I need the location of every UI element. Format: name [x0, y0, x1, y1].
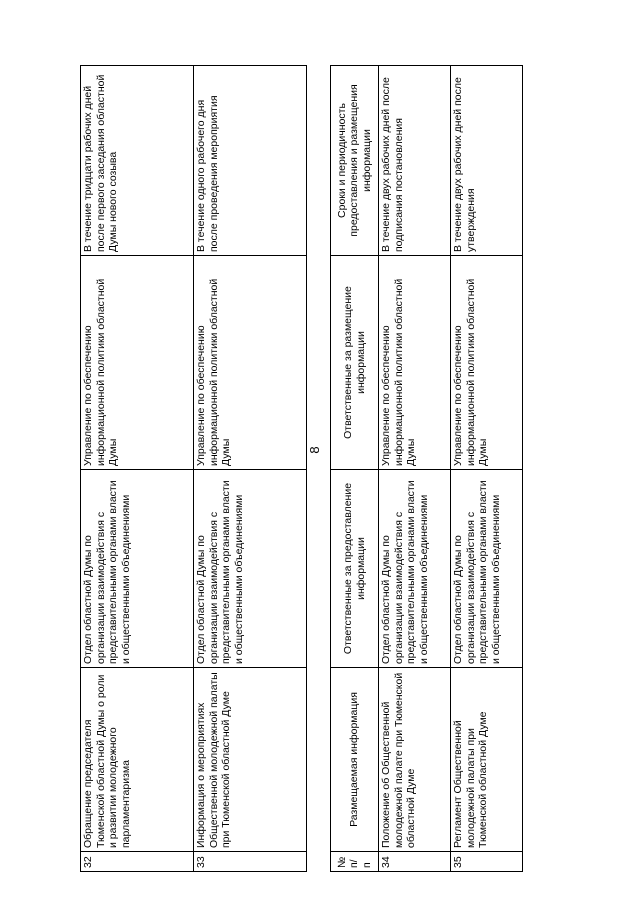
row-number: 33 — [194, 852, 307, 872]
table-continuation — [80, 65, 307, 872]
row-info: Регламент Общественной молодежной палаты при Тюменской областной Думе — [451, 668, 523, 852]
header-num: № п/п — [331, 852, 379, 872]
table-row — [81, 66, 194, 872]
header-info: Размещаемая информация — [331, 668, 379, 852]
row-placer: Управление по обеспечению информационной политики областной Думы — [451, 256, 523, 470]
header-placer: Ответственные за размещение информации — [331, 256, 379, 470]
row-provider: Отдел областной Думы по организации взаимодействия с представительными органами власти и общественными объединениями — [379, 470, 451, 668]
table-row — [379, 66, 451, 872]
row-info: Положение об Общественной молодежной палате при Тюменской областной Думе — [379, 668, 451, 852]
page-number: 8 — [307, 446, 322, 454]
header-terms: Сроки и периодичность предоставления и размещения информации — [331, 66, 379, 256]
row-terms: В течение одного рабочего дня после проведения мероприятия — [194, 66, 307, 256]
row-provider: Отдел областной Думы по организации взаимодействия с представительными органами власти и общественными объединениями — [451, 470, 523, 668]
row-terms: В течение тридцати рабочих дней после первого заседания областной Думы нового созыва — [81, 66, 194, 256]
row-number: 32 — [81, 852, 194, 872]
row-placer: Управление по обеспечению информационной политики областной Думы — [379, 256, 451, 470]
table-header-row — [331, 66, 379, 872]
row-terms: В течение двух рабочих дней после подписания постановления — [379, 66, 451, 256]
row-number: 34 — [379, 852, 451, 872]
row-provider: Отдел областной Думы по организации взаимодействия с представительными органами власти и общественными объединениями — [194, 470, 307, 668]
table-row — [194, 66, 307, 872]
header-provider: Ответственные за предоставление информации — [331, 470, 379, 668]
row-number: 35 — [451, 852, 523, 872]
table-main — [330, 65, 523, 872]
row-provider: Отдел областной Думы по организации взаимодействия с представительными органами власти и общественными объединениями — [81, 470, 194, 668]
row-info: Обращение председателя Тюменской областной Думы о роли и развитии молодежного парламентаризма — [81, 668, 194, 852]
row-terms: В течение двух рабочих дней после утверждения — [451, 66, 523, 256]
row-placer: Управление по обеспечению информационной политики областной Думы — [81, 256, 194, 470]
rotated-page — [80, 32, 560, 872]
row-info: Информация о мероприятиях Общественной молодежной палаты при Тюменской областной Думе — [194, 668, 307, 852]
row-placer: Управление по обеспечению информационной политики областной Думы — [194, 256, 307, 470]
table-row — [451, 66, 523, 872]
